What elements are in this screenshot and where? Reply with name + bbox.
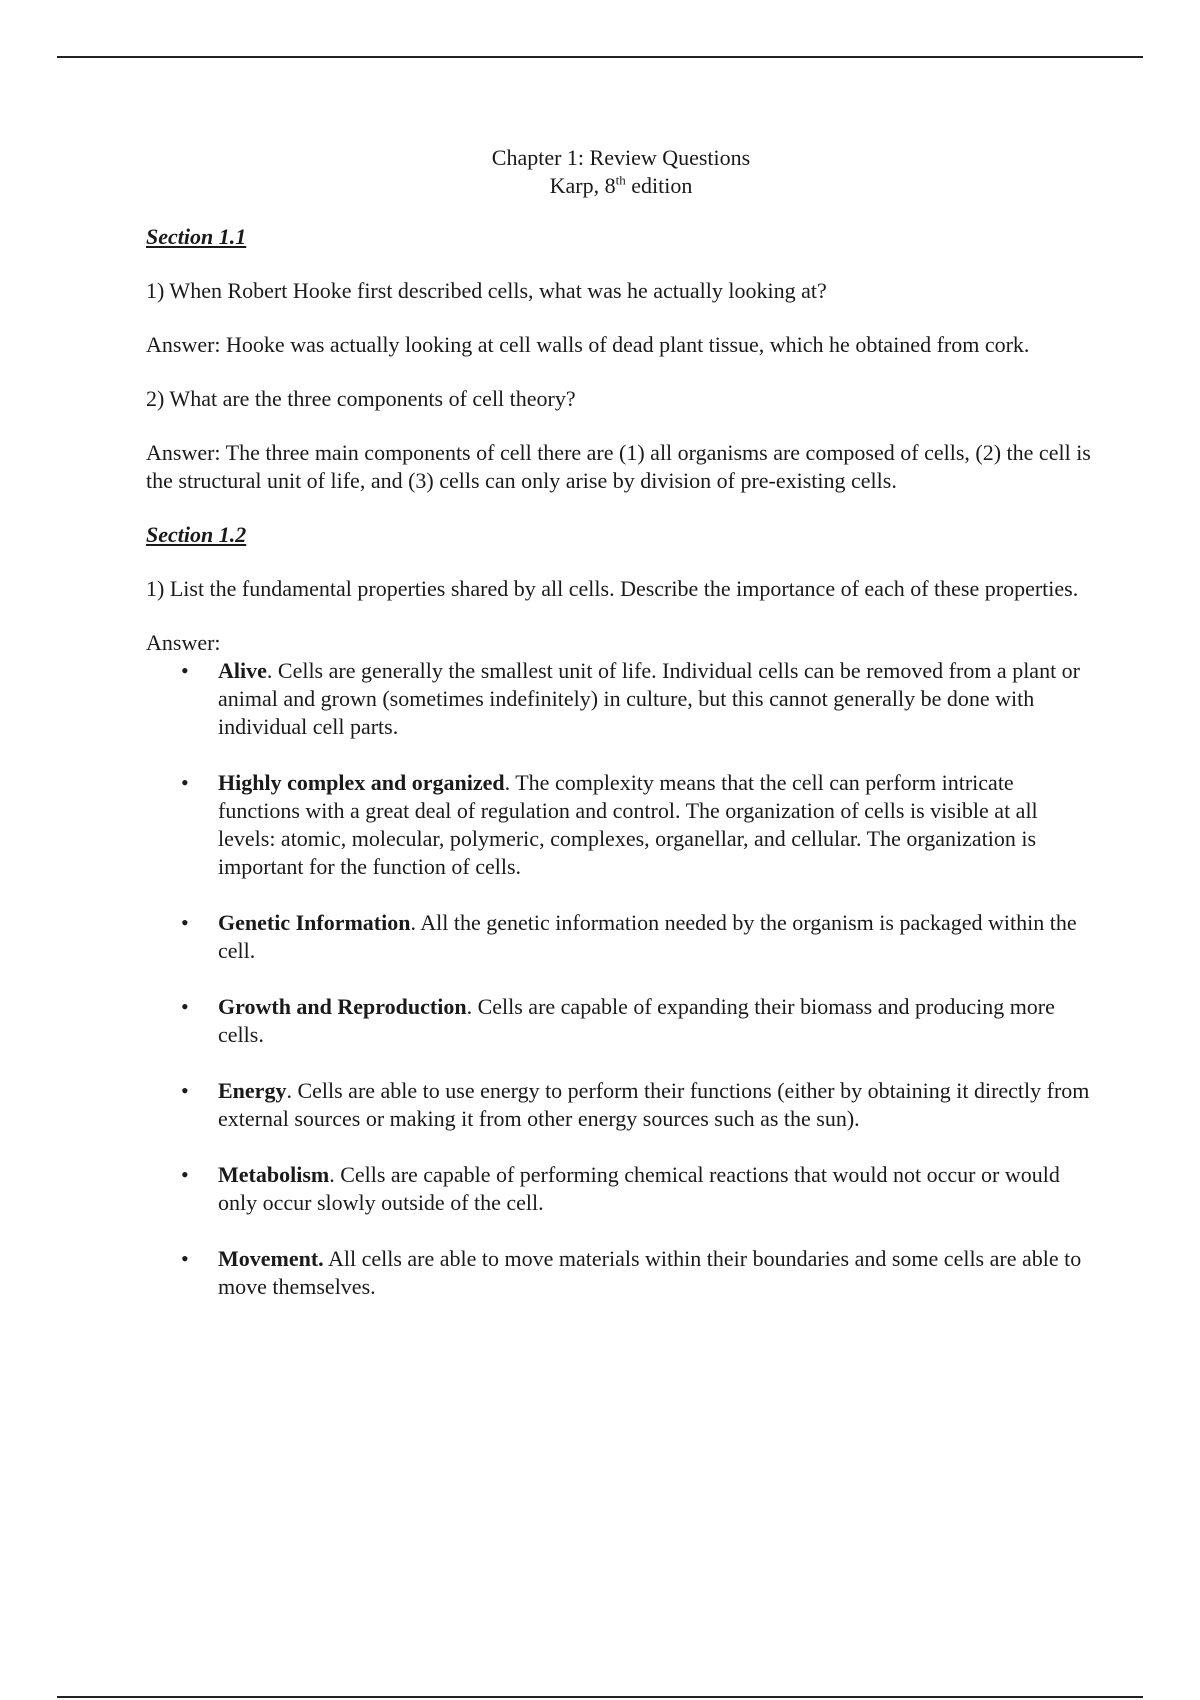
list-item-term: Movement. (218, 1246, 324, 1271)
list-item-text: Cells are capable of expanding their biomass and producing more cells. (218, 994, 1055, 1047)
section-heading-1-1: Section 1.1 (146, 224, 247, 249)
list-item-text: All cells are able to move materials within their boundaries and some cells are able to move themselves. (218, 1246, 1082, 1299)
list-item-text: The complexity means that the cell can perform intricate functions with a great deal of regulation and control. The organization of cells is visible at all levels: atomic, molecular, polymeric, complexes, organellar, and cellular. The organization is important for the function of cells. (218, 770, 1038, 879)
document-page (146, 144, 1096, 1329)
list-item-separator: . (266, 658, 278, 683)
bullet-icon: • (181, 1246, 189, 1271)
list-item-term: Alive (218, 658, 267, 683)
list-item-term: Energy (218, 1078, 287, 1103)
list-item (146, 1077, 1096, 1133)
question-1-1-1: 1) When Robert Hooke first described cells, what was he actually looking at? (146, 278, 827, 303)
bullet-icon: • (181, 658, 189, 683)
properties-list (146, 657, 1096, 1301)
list-item-separator: . (286, 1078, 298, 1103)
bullet-icon: • (181, 994, 189, 1019)
document-subtitle (146, 172, 1096, 200)
document-title: Chapter 1: Review Questions (491, 145, 751, 170)
list-item-term: Growth and Reproduction (218, 994, 467, 1019)
question-1-1-2: 2) What are the three components of cell theory? (146, 386, 576, 411)
list-item-text: Cells are generally the smallest unit of life. Individual cells can be removed from a plant or animal and grown (sometimes indefinitely) in culture, but this cannot generally be done with individual cell parts. (218, 658, 1081, 739)
list-item-term: Highly complex and organized (218, 770, 505, 795)
list-item-separator: . (466, 994, 478, 1019)
list-item-text: Cells are capable of performing chemical reactions that would not occur or would only occur slowly outside of the cell. (218, 1162, 1060, 1215)
subtitle-suffix: edition (625, 173, 693, 198)
bullet-icon: • (181, 910, 189, 935)
bullet-icon: • (181, 770, 189, 795)
question-1-2-1: 1) List the fundamental properties shared by all cells. Describe the importance of each of these properties. (146, 576, 1079, 601)
list-item-separator: . (504, 770, 516, 795)
list-item (146, 909, 1096, 965)
answer-1-1-1: Answer: Hooke was actually looking at cell walls of dead plant tissue, which he obtained from cork. (146, 332, 1030, 357)
document-header (146, 144, 1096, 200)
list-item-text: All the genetic information needed by the organism is packaged within the cell. (218, 910, 1077, 963)
list-item (146, 1245, 1096, 1301)
top-rule (57, 56, 1143, 58)
list-item-term: Genetic Information (218, 910, 411, 935)
list-item (146, 769, 1096, 881)
list-item-separator: . (410, 910, 421, 935)
answer-1-1-2: Answer: The three main components of cell there are (1) all organisms are composed of cells, (2) the cell is the structural unit of life, and (3) cells can only arise by division of pre-existing cells. (146, 440, 1091, 493)
list-item (146, 657, 1096, 741)
list-item (146, 993, 1096, 1049)
bullet-icon: • (181, 1078, 189, 1103)
list-item-term: Metabolism (218, 1162, 330, 1187)
subtitle-prefix: Karp, 8 (549, 173, 616, 198)
list-item-text: Cells are able to use energy to perform their functions (either by obtaining it directly from external sources or making it from other energy sources such as the sun). (218, 1078, 1090, 1131)
subtitle-superscript: th (615, 172, 626, 188)
bullet-icon: • (181, 1162, 189, 1187)
answer-label-1-2-1: Answer: (146, 630, 221, 655)
bottom-rule (57, 1696, 1143, 1698)
list-item (146, 1161, 1096, 1217)
section-heading-1-2: Section 1.2 (146, 522, 247, 547)
list-item-separator: . (329, 1162, 341, 1187)
